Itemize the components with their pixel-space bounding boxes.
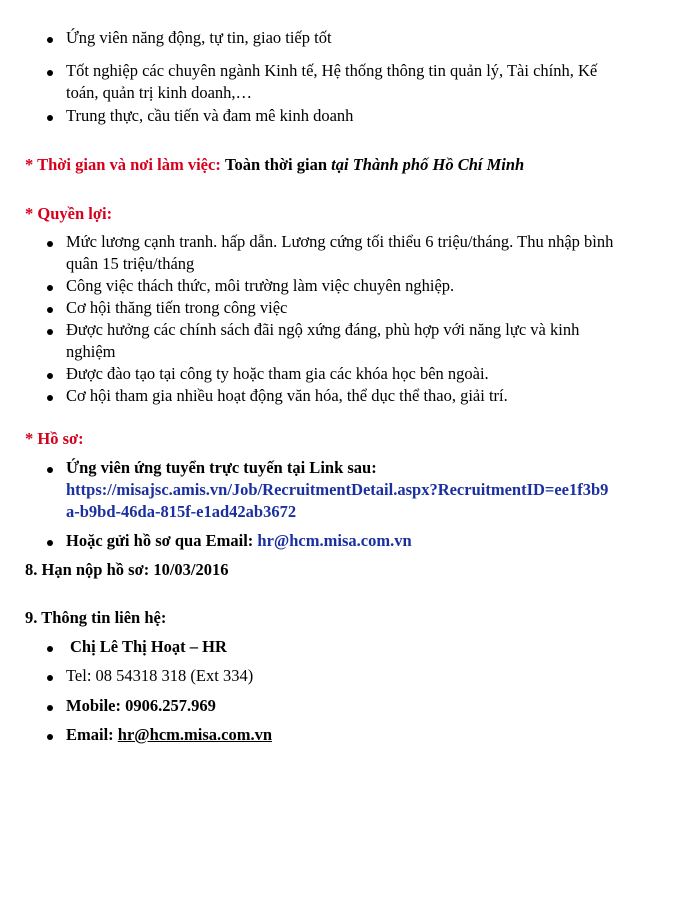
requirement-item-continued: toán, quản trị kinh doanh,…: [66, 83, 253, 102]
application-link-continued[interactable]: a-b9bd-46da-815f-e1ad42ab3672: [66, 502, 297, 521]
bullet-icon: [47, 115, 53, 121]
benefit-item: Cơ hội thăng tiến trong công việc: [66, 298, 288, 317]
contact-mobile: Mobile: 0906.257.969: [66, 696, 216, 715]
bullet-icon: [47, 70, 53, 76]
bullet-icon: [47, 37, 53, 43]
contact-email-link[interactable]: hr@hcm.misa.com.vn: [117, 725, 273, 744]
benefit-item-continued: quân 15 triệu/tháng: [66, 254, 195, 273]
benefit-item-continued: nghiệm: [66, 342, 116, 361]
bullet-icon: [47, 540, 53, 546]
benefit-item: Được đào tạo tại công ty hoặc tham gia các khóa học bên ngoài.: [66, 364, 489, 383]
contact-email-line: [66, 724, 272, 746]
deadline: 8. Hạn nộp hồ sơ: 10/03/2016: [25, 560, 229, 579]
requirement-item: Tốt nghiệp các chuyên ngành Kinh tế, Hệ thống thông tin quản lý, Tài chính, Kế: [66, 61, 598, 80]
contact-name: Chị Lê Thị Hoạt – HR: [70, 637, 227, 656]
contact-email-label: Email:: [66, 725, 114, 744]
benefit-item: Được hưởng các chính sách đãi ngộ xứng đáng, phù hợp với năng lực và kinh: [66, 320, 580, 339]
bullet-icon: [47, 241, 53, 247]
bullet-icon: [47, 467, 53, 473]
contact-tel: Tel: 08 54318 318 (Ext 334): [66, 666, 254, 685]
bullet-icon: [47, 734, 53, 740]
bullet-icon: [47, 329, 53, 335]
contact-heading: 9. Thông tin liên hệ:: [25, 608, 167, 627]
bullet-icon: [47, 646, 53, 652]
worktime-line: [25, 154, 524, 176]
bullet-icon: [47, 395, 53, 401]
bullet-icon: [47, 285, 53, 291]
benefit-item: Công việc thách thức, môi trường làm việc chuyên nghiệp.: [66, 276, 455, 295]
application-heading: * Hồ sơ:: [25, 429, 84, 448]
bullet-icon: [47, 675, 53, 681]
bullet-icon: [47, 373, 53, 379]
worktime-location: tại Thành phố Hồ Chí Minh: [331, 155, 525, 174]
bullet-icon: [47, 705, 53, 711]
benefit-item: Cơ hội tham gia nhiều hoạt động văn hóa, thể dục thể thao, giải trí.: [66, 386, 508, 405]
bullet-icon: [47, 307, 53, 313]
benefits-heading: * Quyền lợi:: [25, 204, 113, 223]
application-email-line: [66, 530, 412, 552]
worktime-value: Toàn thời gian: [224, 155, 328, 174]
application-email-label: Hoặc gửi hồ sơ qua Email:: [66, 531, 254, 550]
application-online-text: Ứng viên ứng tuyển trực tuyến tại Link sau:: [66, 458, 377, 477]
application-link[interactable]: https://misajsc.amis.vn/Job/RecruitmentDetail.aspx?RecruitmentID=ee1f3b9: [66, 480, 609, 499]
worktime-label: * Thời gian và nơi làm việc:: [25, 155, 221, 174]
requirement-item: Trung thực, cầu tiến và đam mê kinh doanh: [66, 106, 354, 125]
requirement-item: Ứng viên năng động, tự tin, giao tiếp tốt: [66, 28, 332, 47]
application-email-link[interactable]: hr@hcm.misa.com.vn: [257, 531, 412, 550]
benefit-item: Mức lương cạnh tranh. hấp dẫn. Lương cứng tối thiểu 6 triệu/tháng. Thu nhập bình: [66, 232, 614, 251]
